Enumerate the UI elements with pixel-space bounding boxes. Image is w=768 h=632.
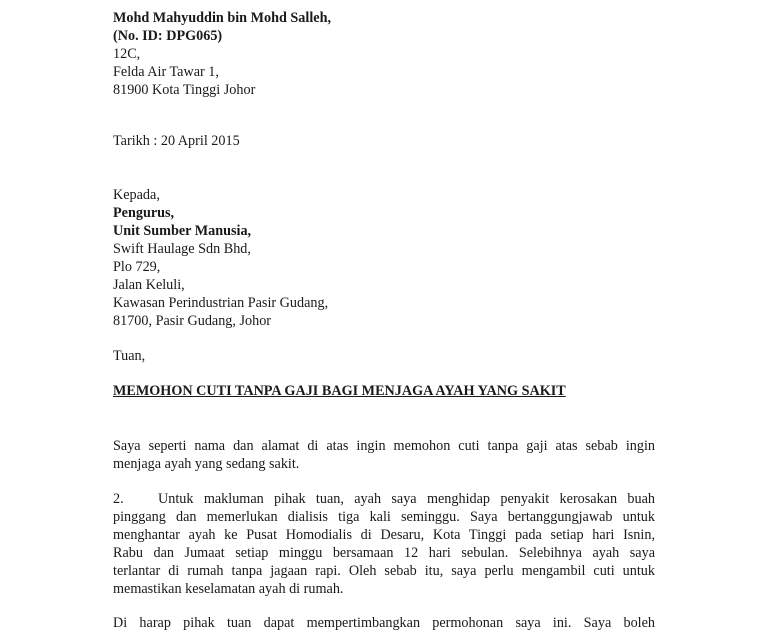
sender-address-line: 12C, — [113, 46, 141, 62]
recipient-title: Pengurus, — [113, 205, 175, 221]
paragraph-first-line — [113, 490, 655, 508]
sender-address-line: 81900 Kota Tinggi Johor — [113, 82, 256, 98]
sender-id: (No. ID: DPG065) — [113, 28, 223, 44]
recipient-address-line: Swift Haulage Sdn Bhd, — [113, 241, 251, 257]
sender-block — [113, 9, 331, 99]
recipient-address-line: 81700, Pasir Gudang, Johor — [113, 313, 272, 329]
paragraph-line-text: Untuk makluman pihak tuan, ayah saya menghidap penyakit kerosakan buah — [158, 491, 655, 507]
paragraph-line: Rabu dan Jumaat setiap minggu bersamaan 12 hari sebulan. Selebihnya ayah saya — [113, 545, 655, 561]
paragraph-line: menghantar ayah ke Pusat Homodialis di Desaru, Kota Tinggi pada setiap hari Isnin, — [113, 527, 655, 543]
paragraph-line: pinggang dan memerlukan dialisis tiga kali seminggu. Saya bertanggungjawab untuk — [113, 509, 655, 525]
recipient-address-line: Plo 729, — [113, 259, 161, 275]
greeting — [113, 347, 145, 365]
body-paragraph-2 — [113, 490, 655, 598]
letter-subject: MEMOHON CUTI TANPA GAJI BAGI MENJAGA AYAH YANG SAKIT — [113, 383, 566, 399]
recipient-address-line: Jalan Keluli, — [113, 277, 185, 293]
letter-date — [113, 132, 240, 150]
recipient-block — [113, 186, 328, 330]
sender-name: Mohd Mahyuddin bin Mohd Salleh, — [113, 10, 332, 26]
paragraph-line: Di harap pihak tuan dapat mempertimbangkan permohonan saya ini. Saya boleh — [113, 615, 655, 631]
sender-address-line: Felda Air Tawar 1, — [113, 64, 219, 80]
paragraph-line: Saya seperti nama dan alamat di atas ingin memohon cuti tanpa gaji atas sebab ingin — [113, 438, 655, 454]
paragraph-number: 2. — [113, 491, 124, 507]
body-paragraph-3 — [113, 614, 655, 632]
greeting-text: Tuan, — [113, 348, 146, 364]
body-paragraph-1 — [113, 437, 655, 473]
paragraph-line: memastikan keselamatan ayah di rumah. — [113, 581, 344, 597]
paragraph-line: terlantar di rumah tanpa jagaan rapi. Oleh sebab itu, saya perlu mengambil cuti untuk — [113, 563, 655, 579]
paragraph-line: menjaga ayah yang sedang sakit. — [113, 456, 300, 472]
date-text: Tarikh : 20 April 2015 — [113, 133, 240, 149]
recipient-title: Unit Sumber Manusia, — [113, 223, 252, 239]
recipient-to: Kepada, — [113, 187, 160, 203]
recipient-address-line: Kawasan Perindustrian Pasir Gudang, — [113, 295, 329, 311]
